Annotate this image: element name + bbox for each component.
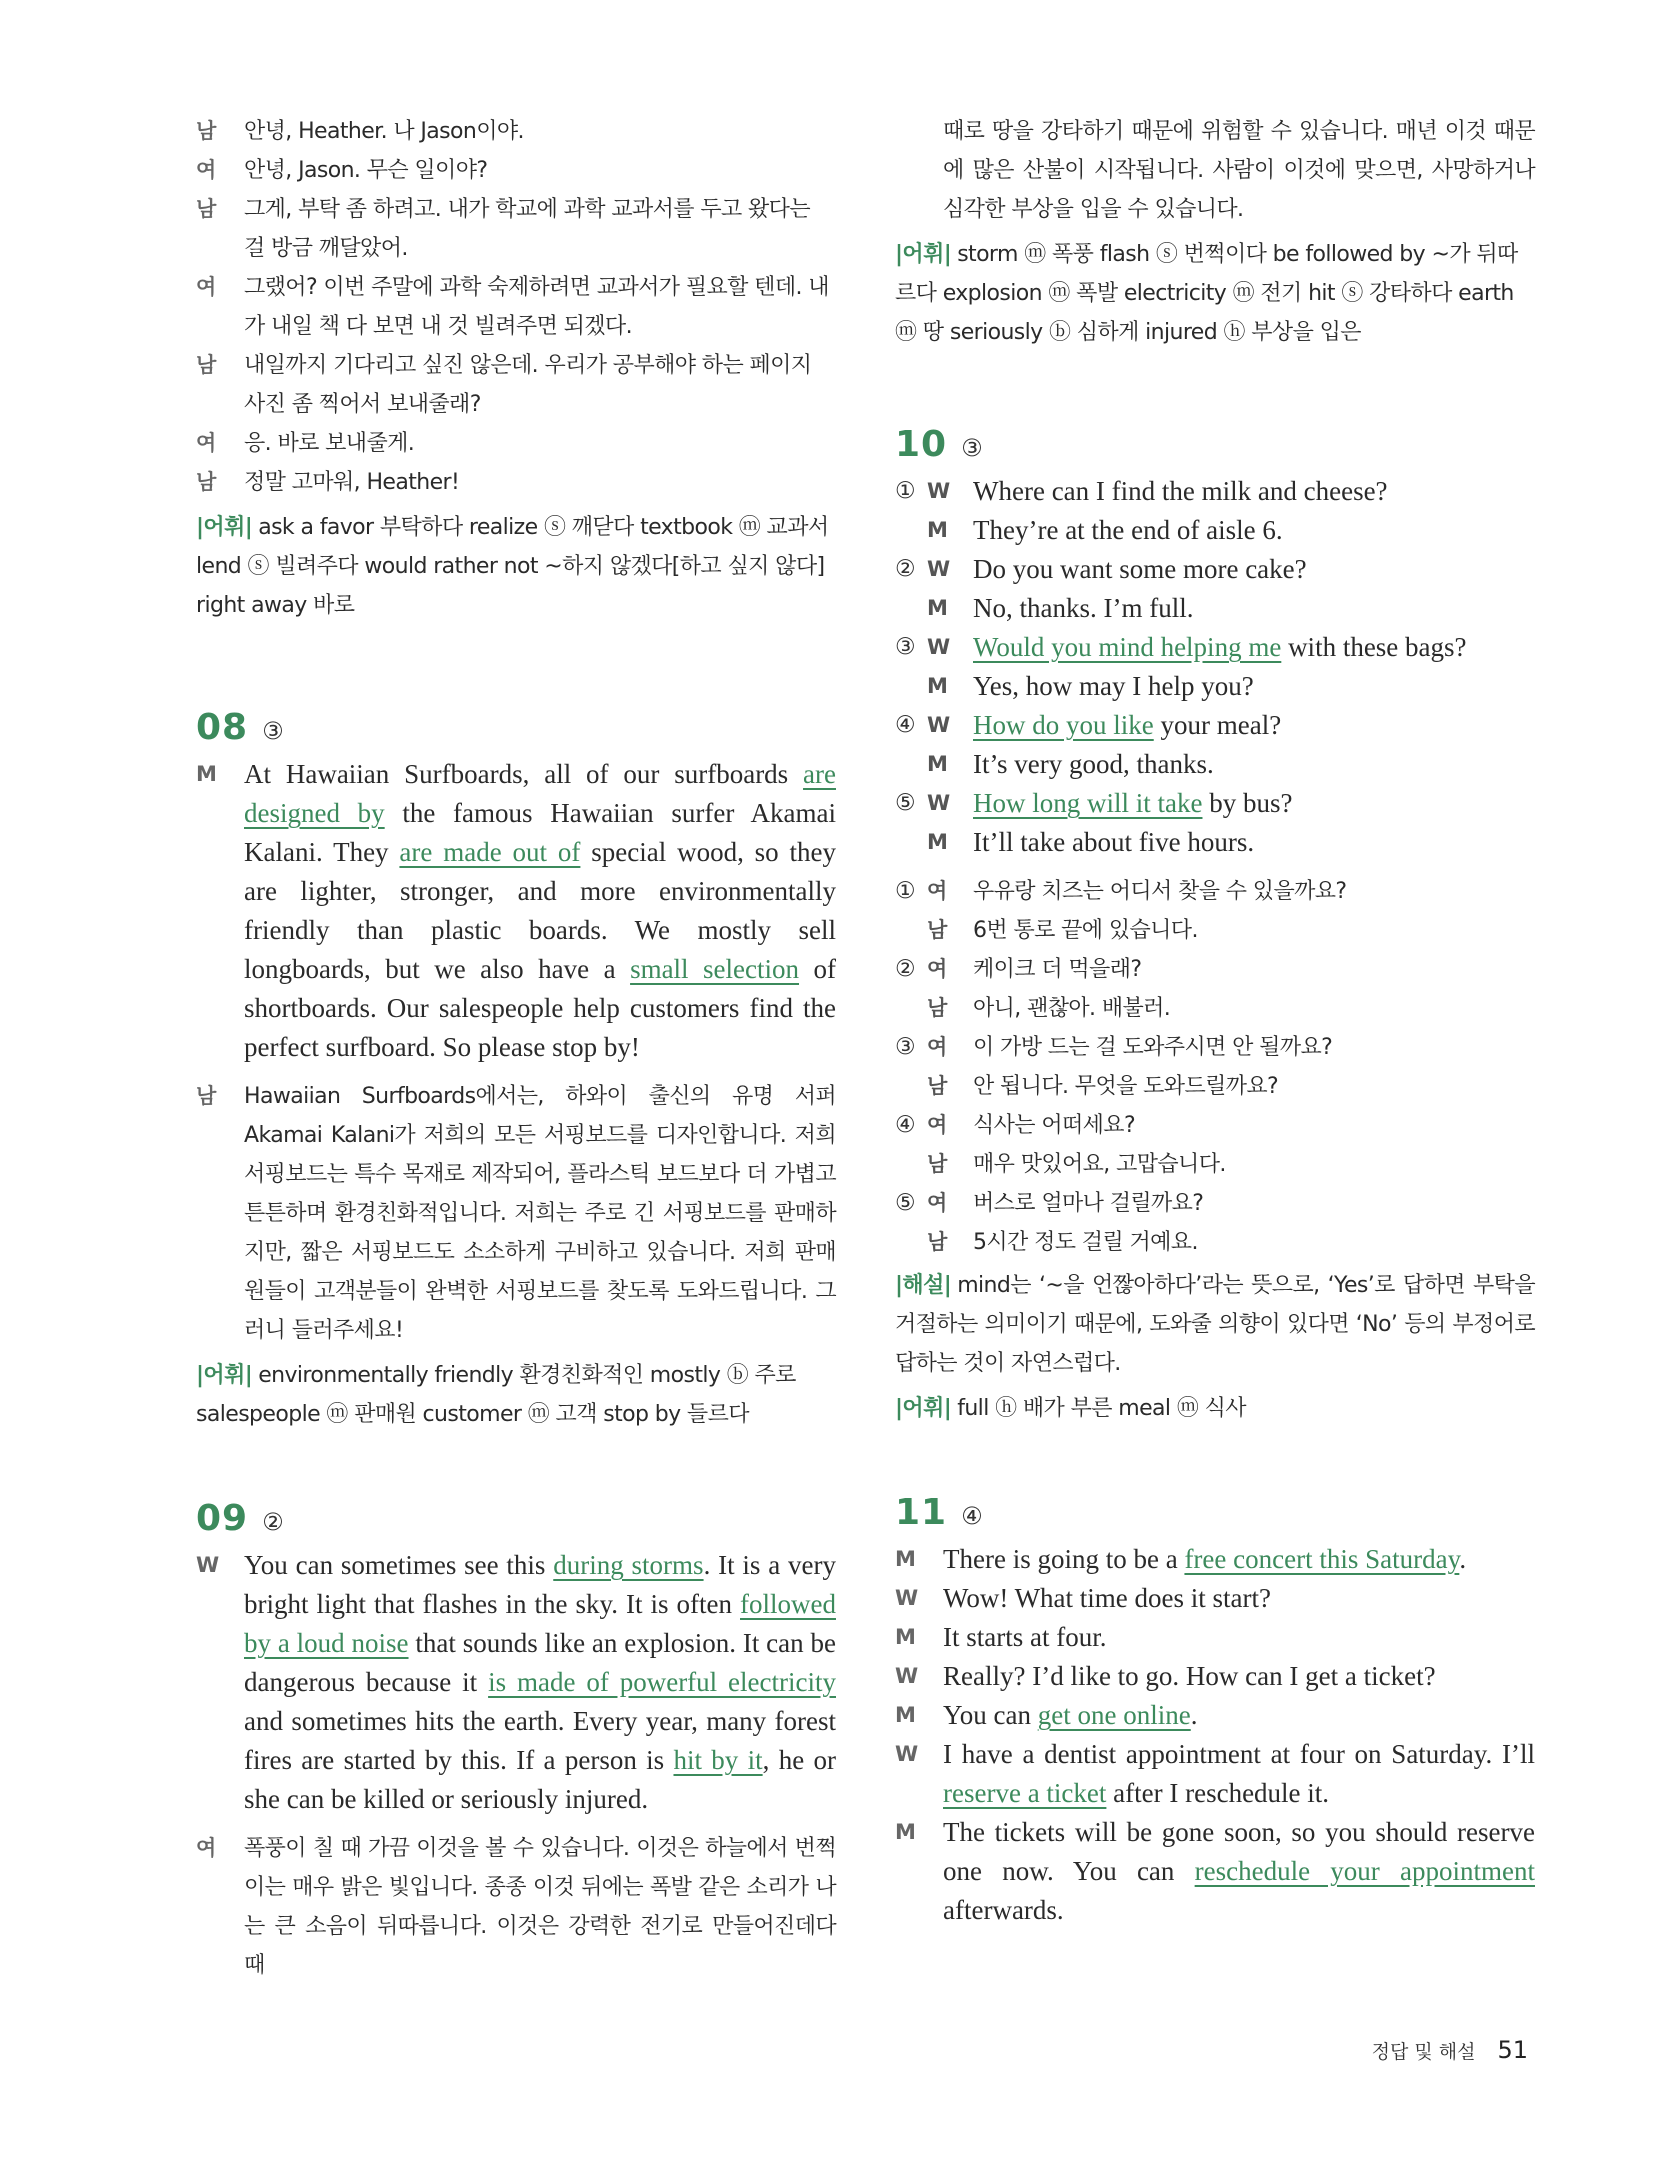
option-line bbox=[895, 872, 1535, 911]
page-footer bbox=[1372, 2036, 1528, 2064]
speaker-label: M bbox=[196, 762, 217, 786]
speaker-label: 남 bbox=[927, 1230, 947, 1254]
speaker-label: 남 bbox=[927, 1152, 947, 1176]
highlighted-phrase: is made of powerful electricity bbox=[488, 1667, 836, 1697]
text-segment: your meal? bbox=[1153, 710, 1282, 740]
text-segment: Really? I’d like to go. How can I get a ticket? bbox=[943, 1661, 1436, 1691]
vocab-08 bbox=[196, 1356, 836, 1434]
question-08-heading bbox=[196, 707, 836, 747]
highlighted-phrase: small selection bbox=[630, 954, 800, 984]
option-line bbox=[895, 550, 1535, 589]
speaker-label: M bbox=[927, 752, 948, 776]
highlighted-phrase: Would you mind helping me bbox=[973, 632, 1282, 662]
dialogue-text bbox=[943, 1583, 1271, 1613]
option-text: 케이크 더 먹을래? bbox=[973, 957, 1142, 982]
option-text: 버스로 얼마나 걸릴까요? bbox=[973, 1191, 1204, 1216]
option-text: 식사는 어떠세요? bbox=[973, 1113, 1136, 1138]
option-text bbox=[973, 749, 1214, 779]
option-text bbox=[973, 554, 1307, 584]
option-text bbox=[973, 476, 1388, 506]
dialogue-text: 그게, 부탁 좀 하려고. 내가 학교에 과학 교과서를 두고 왔다는 걸 방금 깨달았어. bbox=[244, 197, 810, 261]
text-segment: It’s very good, thanks. bbox=[973, 749, 1214, 779]
option-text: 5시간 정도 걸릴 거예요. bbox=[973, 1230, 1198, 1255]
question-number: 10 bbox=[895, 424, 948, 465]
speaker-label: M bbox=[895, 1703, 916, 1727]
speaker-label: 여 bbox=[196, 1836, 216, 1860]
speaker-label: W bbox=[927, 713, 951, 737]
left-column bbox=[196, 112, 836, 1985]
speaker-label: W bbox=[927, 635, 951, 659]
vocab-label: |어휘| bbox=[196, 515, 253, 540]
q08-korean-text: Hawaiian Surfboards에서는, 하와이 출신의 유명 서퍼 Akamai Kalani가 저희의 모든 서핑보드를 디자인합니다. 저희 서핑보드는 특수 목재로 제작되어, 플라스틱 보드보다 더 가볍고 튼튼하며 환경친화적입니다. 저희는 주로 긴 서핑보드를 판매하지만, 짧은 서핑보드도 소소하게 구비하고 있습니다. 저희 판매원들이 고객분들이 완벽한 서핑보드를 찾도록 도와드립니다. 그러니 들러주세요! bbox=[244, 1084, 836, 1343]
highlighted-phrase: are designed by bbox=[244, 759, 836, 828]
text-segment: Wow! What time does it start? bbox=[943, 1583, 1271, 1613]
speaker-label: 남 bbox=[196, 470, 216, 494]
dialogue-line bbox=[895, 1735, 1535, 1813]
dialogue-text bbox=[943, 1739, 1535, 1808]
highlighted-phrase: followed by a loud noise bbox=[244, 1589, 836, 1658]
answer-mark: ③ bbox=[262, 717, 284, 745]
option-text: 우유랑 치즈는 어디서 찾을 수 있을까요? bbox=[973, 879, 1347, 904]
option-line bbox=[895, 745, 1535, 784]
dialogue-text bbox=[943, 1544, 1466, 1574]
speaker-label: 여 bbox=[196, 158, 216, 182]
speaker-label: W bbox=[196, 1553, 220, 1577]
highlighted-phrase: are made out of bbox=[399, 837, 581, 867]
highlighted-phrase: during storms bbox=[553, 1550, 704, 1580]
option-line bbox=[895, 1106, 1535, 1145]
speaker-label: M bbox=[927, 596, 948, 620]
text-segment: They’re at the end of aisle 6. bbox=[973, 515, 1283, 545]
option-number: ② bbox=[895, 556, 916, 582]
q08-script bbox=[196, 755, 836, 1067]
text-segment: . It is a very bright light that flashes in the sky. It is often bbox=[244, 1550, 836, 1619]
dialogue-line bbox=[895, 1579, 1535, 1618]
q09-translation bbox=[196, 1829, 836, 1985]
speaker-label: M bbox=[927, 674, 948, 698]
dialogue-text bbox=[943, 1817, 1535, 1925]
option-text bbox=[973, 593, 1193, 623]
vocab-07 bbox=[196, 508, 836, 625]
option-number: ① bbox=[895, 478, 916, 504]
option-line bbox=[895, 589, 1535, 628]
option-number: ① bbox=[895, 878, 916, 904]
dialogue-text bbox=[943, 1700, 1197, 1730]
text-segment: Do you want some more cake? bbox=[973, 554, 1307, 584]
option-line bbox=[895, 823, 1535, 862]
q08-english-text bbox=[244, 759, 836, 1062]
speaker-label: M bbox=[895, 1625, 916, 1649]
speaker-label: W bbox=[927, 479, 951, 503]
text-segment: afterwards. bbox=[943, 1895, 1064, 1925]
dialogue-line bbox=[196, 346, 836, 424]
option-number: ③ bbox=[895, 1034, 916, 1060]
text-segment: and sometimes hits the earth. Every year, many forest fires are started by this. If a person is bbox=[244, 1706, 836, 1775]
highlighted-phrase: How long will it take bbox=[973, 788, 1203, 818]
dialogue-07-korean bbox=[196, 112, 836, 502]
speaker-label: M bbox=[895, 1547, 916, 1571]
dialogue-text: 내일까지 기다리고 싶진 않은데. 우리가 공부해야 하는 페이지 사진 좀 찍어서 보내줄래? bbox=[244, 353, 812, 417]
dialogue-line bbox=[196, 151, 836, 190]
vocab-text: full ⓗ 배가 부른 meal ⓜ 식사 bbox=[957, 1396, 1246, 1421]
q10-english-options bbox=[895, 472, 1535, 862]
text-segment: Where can I find the milk and cheese? bbox=[973, 476, 1388, 506]
answer-mark: ③ bbox=[961, 434, 983, 462]
highlighted-phrase: get one online bbox=[1037, 1700, 1191, 1730]
text-segment: after I reschedule it. bbox=[1106, 1778, 1330, 1808]
option-line bbox=[895, 511, 1535, 550]
q09-korean-text: 폭풍이 칠 때 가끔 이것을 볼 수 있습니다. 이것은 하늘에서 번쩍이는 매우 밝은 빛입니다. 종종 이것 뒤에는 폭발 같은 소리가 나는 큰 소음이 뒤따릅니다. 이것은 강력한 전기로 만들어진데다 때 bbox=[244, 1836, 836, 1978]
speaker-label: W bbox=[927, 557, 951, 581]
speaker-label: W bbox=[895, 1664, 919, 1688]
vocab-label: |어휘| bbox=[196, 1363, 253, 1388]
speaker-label: W bbox=[927, 791, 951, 815]
option-number: ⑤ bbox=[895, 790, 916, 816]
text-segment: There is going to be a bbox=[943, 1544, 1185, 1574]
footer-label: 정답 및 해설 bbox=[1371, 2041, 1476, 2063]
vocab-09 bbox=[895, 235, 1535, 352]
speaker-label: 여 bbox=[927, 1113, 947, 1137]
text-segment: , he or she can be killed or seriously injured. bbox=[244, 1745, 836, 1814]
highlighted-phrase: How do you like bbox=[973, 710, 1154, 740]
explanation-text: mind는 ‘~을 언짢아하다’라는 뜻으로, ‘Yes’로 답하면 부탁을 거절하는 의미이기 때문에, 도와줄 의향이 있다면 ‘No’ 등의 부정어로 답하는 것이 자연스럽다. bbox=[895, 1273, 1535, 1376]
speaker-label: 남 bbox=[927, 996, 947, 1020]
answer-mark: ② bbox=[262, 1508, 284, 1536]
option-number: ③ bbox=[895, 634, 916, 660]
highlighted-phrase: reserve a ticket bbox=[943, 1778, 1107, 1808]
dialogue-line bbox=[196, 424, 836, 463]
page-number: 51 bbox=[1497, 2036, 1528, 2064]
speaker-label: M bbox=[895, 1820, 916, 1844]
dialogue-line bbox=[895, 1618, 1535, 1657]
option-text: 6번 통로 끝에 있습니다. bbox=[973, 918, 1198, 943]
option-line bbox=[895, 1184, 1535, 1223]
dialogue-line bbox=[196, 463, 836, 502]
dialogue-line bbox=[196, 268, 836, 346]
speaker-label: 여 bbox=[927, 1191, 947, 1215]
option-line bbox=[895, 1223, 1535, 1262]
option-number: ⑤ bbox=[895, 1190, 916, 1216]
q09-english-text bbox=[244, 1550, 836, 1814]
speaker-label: 여 bbox=[927, 957, 947, 981]
speaker-label: 남 bbox=[196, 1084, 216, 1108]
text-segment: special wood, so they are lighter, stronger, and more environmentally friendly than plastic boards. We mostly sell longboards, but we also have a bbox=[244, 837, 837, 984]
text-segment: the famous Hawaiian surfer Akamai Kalani. They bbox=[244, 798, 836, 867]
text-segment: Yes, how may I help you? bbox=[973, 671, 1254, 701]
speaker-label: W bbox=[895, 1742, 919, 1766]
right-column bbox=[895, 112, 1535, 1930]
dialogue-line bbox=[196, 112, 836, 151]
option-text bbox=[973, 710, 1281, 740]
speaker-label: 여 bbox=[196, 275, 216, 299]
option-line bbox=[895, 1145, 1535, 1184]
speaker-label: 남 bbox=[927, 918, 947, 942]
speaker-label: 남 bbox=[927, 1074, 947, 1098]
speaker-label: 여 bbox=[927, 1035, 947, 1059]
text-segment: . bbox=[1459, 1544, 1467, 1574]
text-segment: The tickets will be gone soon, so you should reserve one now. You can bbox=[943, 1817, 1535, 1886]
dialogue-text bbox=[943, 1661, 1436, 1691]
option-text bbox=[973, 827, 1254, 857]
dialogue-text: 안녕, Heather. 나 Jason이야. bbox=[244, 119, 524, 144]
option-number: ② bbox=[895, 956, 916, 982]
option-line bbox=[895, 1028, 1535, 1067]
explanation-label: |해설| bbox=[895, 1273, 952, 1298]
dialogue-line bbox=[895, 1657, 1535, 1696]
option-text bbox=[973, 671, 1254, 701]
q09-script bbox=[196, 1546, 836, 1819]
speaker-label: 남 bbox=[196, 197, 216, 221]
text-segment: At Hawaiian Surfboards, all of our surfboards bbox=[244, 759, 804, 789]
vocab-text: ask a favor 부탁하다 realize ⓢ 깨닫다 textbook ⓜ 교과서 lend ⓢ 빌려주다 would rather not ~하지 않겠다[하고 싶지 않다] right away 바로 bbox=[196, 515, 829, 618]
option-text: 아니, 괜찮아. 배불러. bbox=[973, 996, 1171, 1021]
speaker-label: 남 bbox=[196, 119, 216, 143]
speaker-label: W bbox=[895, 1586, 919, 1610]
highlighted-phrase: reschedule your appointment bbox=[1194, 1856, 1535, 1886]
option-line bbox=[895, 989, 1535, 1028]
dialogue-text: 안녕, Jason. 무슨 일이야? bbox=[244, 158, 488, 183]
q10-korean-options bbox=[895, 872, 1535, 1262]
option-line bbox=[895, 784, 1535, 823]
question-number: 11 bbox=[895, 1492, 948, 1533]
option-text: 매우 맛있어요, 고맙습니다. bbox=[973, 1152, 1226, 1177]
option-line bbox=[895, 911, 1535, 950]
dialogue-line bbox=[895, 1696, 1535, 1735]
dialogue-line bbox=[895, 1540, 1535, 1579]
option-line bbox=[895, 706, 1535, 745]
highlighted-phrase: hit by it bbox=[673, 1745, 763, 1775]
dialogue-text: 응. 바로 보내줄게. bbox=[244, 431, 415, 456]
dialogue-line bbox=[196, 190, 836, 268]
text-segment: that sounds like an explosion. It can be dangerous because it bbox=[244, 1628, 836, 1697]
question-10-heading bbox=[895, 424, 1535, 464]
q10-explanation bbox=[895, 1266, 1535, 1383]
question-11-heading bbox=[895, 1492, 1535, 1532]
question-number: 08 bbox=[196, 707, 249, 748]
text-segment: You can sometimes see this bbox=[244, 1550, 554, 1580]
text-segment: You can bbox=[943, 1700, 1038, 1730]
dialogue-text: 정말 고마워, Heather! bbox=[244, 470, 460, 495]
speaker-label: 여 bbox=[196, 431, 216, 455]
dialogue-text bbox=[943, 1622, 1106, 1652]
option-line bbox=[895, 628, 1535, 667]
highlighted-phrase: free concert this Saturday bbox=[1184, 1544, 1460, 1574]
option-text bbox=[973, 788, 1292, 818]
text-segment: It starts at four. bbox=[943, 1622, 1107, 1652]
vocab-10 bbox=[895, 1389, 1535, 1428]
text-segment: I have a dentist appointment at four on Saturday. I’ll bbox=[943, 1739, 1535, 1769]
option-line bbox=[895, 472, 1535, 511]
vocab-text: storm ⓜ 폭풍 flash ⓢ 번쩍이다 be followed by ~가 뒤따르다 explosion ⓜ 폭발 electricity ⓜ 전기 hit ⓢ 강타하다 earth ⓜ 땅 seriously ⓑ 심하게 injured ⓗ 부상을 입은 bbox=[895, 242, 1518, 345]
option-text bbox=[973, 632, 1467, 662]
vocab-label: |어휘| bbox=[895, 242, 952, 267]
option-line bbox=[895, 950, 1535, 989]
text-segment: . bbox=[1190, 1700, 1198, 1730]
option-number: ④ bbox=[895, 712, 916, 738]
vocab-label: |어휘| bbox=[895, 1396, 952, 1421]
dialogue-text: 그랬어? 이번 주말에 과학 숙제하려면 교과서가 필요할 텐데. 내가 내일 책 다 보면 내 것 빌려주면 되겠다. bbox=[244, 275, 829, 339]
text-segment: No, thanks. I’m full. bbox=[973, 593, 1194, 623]
q08-translation bbox=[196, 1077, 836, 1350]
text-segment: by bus? bbox=[1202, 788, 1293, 818]
speaker-label: 남 bbox=[196, 353, 216, 377]
question-number: 09 bbox=[196, 1498, 249, 1539]
option-line bbox=[895, 1067, 1535, 1106]
answer-mark: ④ bbox=[961, 1502, 983, 1530]
speaker-label: 여 bbox=[927, 879, 947, 903]
text-segment: with these bags? bbox=[1281, 632, 1467, 662]
text-segment: of shortboards. Our salespeople help customers find the perfect surfboard. So please stop by! bbox=[244, 954, 836, 1062]
speaker-label: M bbox=[927, 518, 948, 542]
question-09-heading bbox=[196, 1498, 836, 1538]
speaker-label: M bbox=[927, 830, 948, 854]
q11-script bbox=[895, 1540, 1535, 1930]
text-segment: It’ll take about five hours. bbox=[973, 827, 1255, 857]
option-number: ④ bbox=[895, 1112, 916, 1138]
option-line bbox=[895, 667, 1535, 706]
q09-translation-continued: 때로 땅을 강타하기 때문에 위험할 수 있습니다. 매년 이것 때문에 많은 산불이 시작됩니다. 사람이 이것에 맞으면, 사망하거나 심각한 부상을 입을 수 있습니다. bbox=[943, 119, 1535, 222]
dialogue-line bbox=[895, 1813, 1535, 1930]
option-text bbox=[973, 515, 1283, 545]
option-text: 안 됩니다. 무엇을 도와드릴까요? bbox=[973, 1074, 1279, 1099]
option-text: 이 가방 드는 걸 도와주시면 안 될까요? bbox=[973, 1035, 1333, 1060]
vocab-text: environmentally friendly 환경친화적인 mostly ⓑ 주로 salespeople ⓜ 판매원 customer ⓜ 고객 stop by 들르다 bbox=[196, 1363, 796, 1427]
